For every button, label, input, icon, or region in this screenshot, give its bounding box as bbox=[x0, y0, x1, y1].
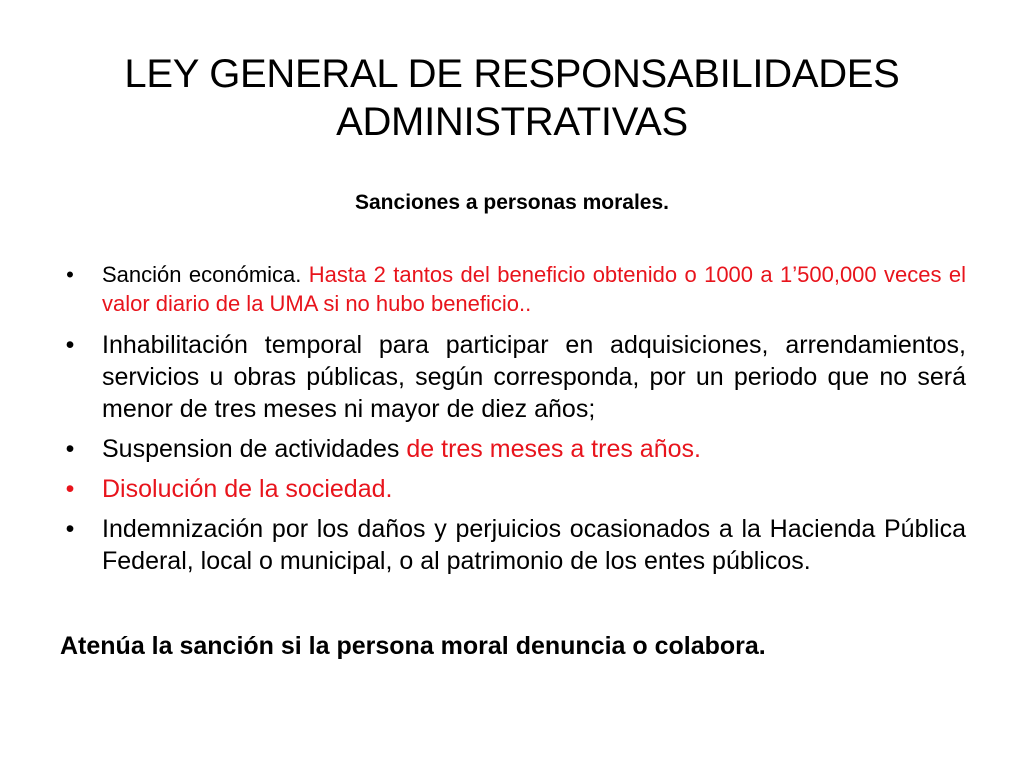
bullet-item-indemnification bbox=[60, 513, 966, 577]
bullet-highlight-text: Disolución de la sociedad. bbox=[102, 475, 393, 503]
bullet-item-dissolution bbox=[60, 473, 966, 505]
bullet-item-disqualification bbox=[60, 329, 966, 425]
bullet-icon: • bbox=[65, 331, 75, 359]
bullet-icon: • bbox=[66, 262, 74, 287]
bullet-text: Suspension de actividades bbox=[102, 435, 407, 463]
bullet-highlight-text: Hasta 2 tantos del beneficio obtenido o 1000 a 1’500,000 veces el valor diario de la UMA si no hubo beneficio.. bbox=[102, 262, 966, 316]
bullet-highlight-text: de tres meses a tres años. bbox=[406, 435, 701, 463]
bullet-icon: • bbox=[65, 515, 75, 543]
bullet-item-economic-sanction bbox=[60, 260, 966, 318]
bullet-icon: • bbox=[65, 435, 75, 463]
bullet-item-suspension bbox=[60, 433, 966, 465]
bullet-text: Inhabilitación temporal para participar en adquisiciones, arrendamientos, servicios u obras públicas, según corresponda, por un periodo que no será menor de tres meses ni mayor de diez años; bbox=[102, 331, 966, 423]
bullet-icon: • bbox=[65, 475, 75, 503]
bullet-list bbox=[60, 260, 966, 585]
bullet-text: Indemnización por los daños y perjuicios ocasionados a la Hacienda Pública Federal, local o municipal, o al patrimonio de los entes públicos. bbox=[102, 515, 966, 575]
bullet-text: Sanción económica. bbox=[102, 262, 309, 287]
closing-note: Atenúa la sanción si la persona moral denuncia o colabora. bbox=[60, 632, 766, 660]
slide-subtitle: Sanciones a personas morales. bbox=[355, 191, 669, 214]
slide-title: LEY GENERAL DE RESPONSABILIDADES ADMINISTRATIVAS bbox=[124, 52, 900, 144]
